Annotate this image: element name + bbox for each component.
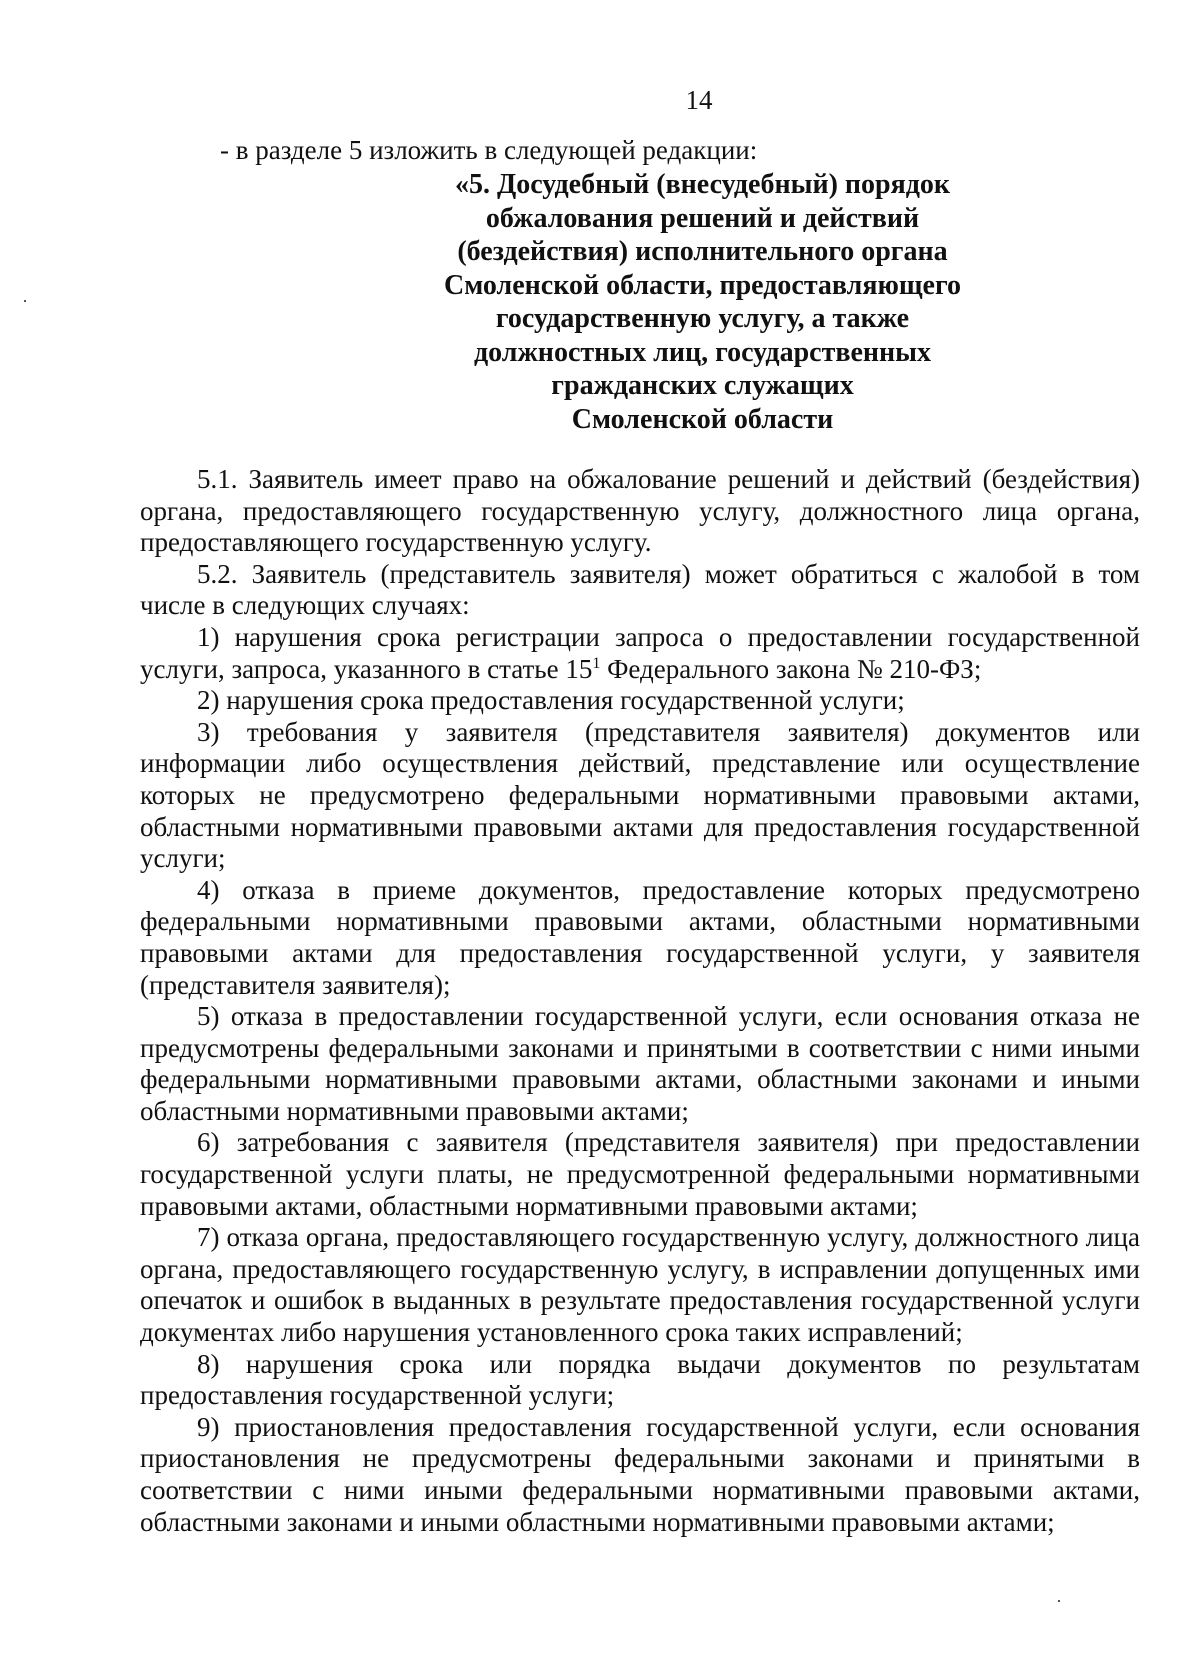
article-superscript: 1 [592,654,601,672]
heading-line: гражданских служащих [551,370,854,401]
heading-line: (бездействия) исполнительного органа [457,236,948,267]
list-item-9: 9) приостановления предоставления государственной услуги, если основания приостановления не предусмотрены федеральными законами и принятыми в соответствии с ними иными федеральными нормативными правовыми актами, областными законами и иными областными нормативными правовыми актами; [140,1411,1140,1537]
list-item-1 [140,622,1140,685]
paragraph-5-1: 5.1. Заявитель имеет право на обжалование решений и действий (бездействия) органа, предоставляющего государственную услугу, должностного лица органа, предоставляющего государственную услугу. [140,464,1140,558]
section-heading [140,168,1140,436]
list-item-8: 8) нарушения срока или порядка выдачи документов по результатам предоставления государственной услуги; [140,1348,1140,1411]
list-item-1-text: 1) нарушения срока регистрации запроса о предоставлении государственной услуги, запроса, указанного в статье 15 [140,621,1140,684]
list-item-6: 6) затребования с заявителя (представителя заявителя) при предоставлении государственной услуги платы, не предусмотренной федеральными нормативными правовыми актами, областными нормативными правовыми актами; [140,1127,1140,1221]
heading-line: Смоленской области, предоставляющего [443,269,961,301]
list-item-2: 2) нарушения срока предоставления государственной услуги; [197,685,905,716]
heading-line: Смоленской области [571,403,834,435]
heading-line: государственную услугу, а также [495,303,910,334]
paragraph-5-2: 5.2. Заявитель (представитель заявителя) может обратиться с жалобой в том числе в следующих случаях: [140,558,1140,621]
page-number: 14 [685,85,713,115]
scan-speck [24,300,26,302]
heading-line: «5. Досудебный (внесудебный) порядок [454,169,951,200]
intro-line: - в разделе 5 изложить в следующей редакции: [220,135,758,165]
list-item-1-tail: Федерального закона № 210-ФЗ; [600,653,982,684]
list-item-5: 5) отказа в предоставлении государственной услуги, если основания отказа не предусмотрены федеральными законами и принятыми в соответствии с ними иными федеральными нормативными правовыми актами, областными законами и иными областными нормативными правовыми актами; [140,1001,1140,1126]
heading-line: должностных лиц, государственных [474,336,931,368]
heading-line: обжалования решений и действий [485,202,920,234]
list-item-7: 7) отказа органа, предоставляющего государственную услугу, должностного лица органа, предоставляющего государственную услугу, в исправлении допущенных ими опечаток и ошибок в выданных в результате предоставления государственной услуги документах либо нарушения установленного срока таких исправлений; [140,1222,1140,1348]
scan-speck [1058,1600,1060,1602]
list-item-3: 3) требования у заявителя (представителя заявителя) документов или информации либо осуществления действий, представление или осуществление которых не предусмотрено федеральными нормативными правовыми актами, областными нормативными правовыми актами для предоставления государственной услуги; [140,716,1140,874]
list-item-4: 4) отказа в приеме документов, предоставление которых предусмотрено федеральными нормативными правовыми актами, областными нормативными правовыми актами для предоставления государственной услуги, у заявителя (представителя заявителя); [140,874,1140,1000]
